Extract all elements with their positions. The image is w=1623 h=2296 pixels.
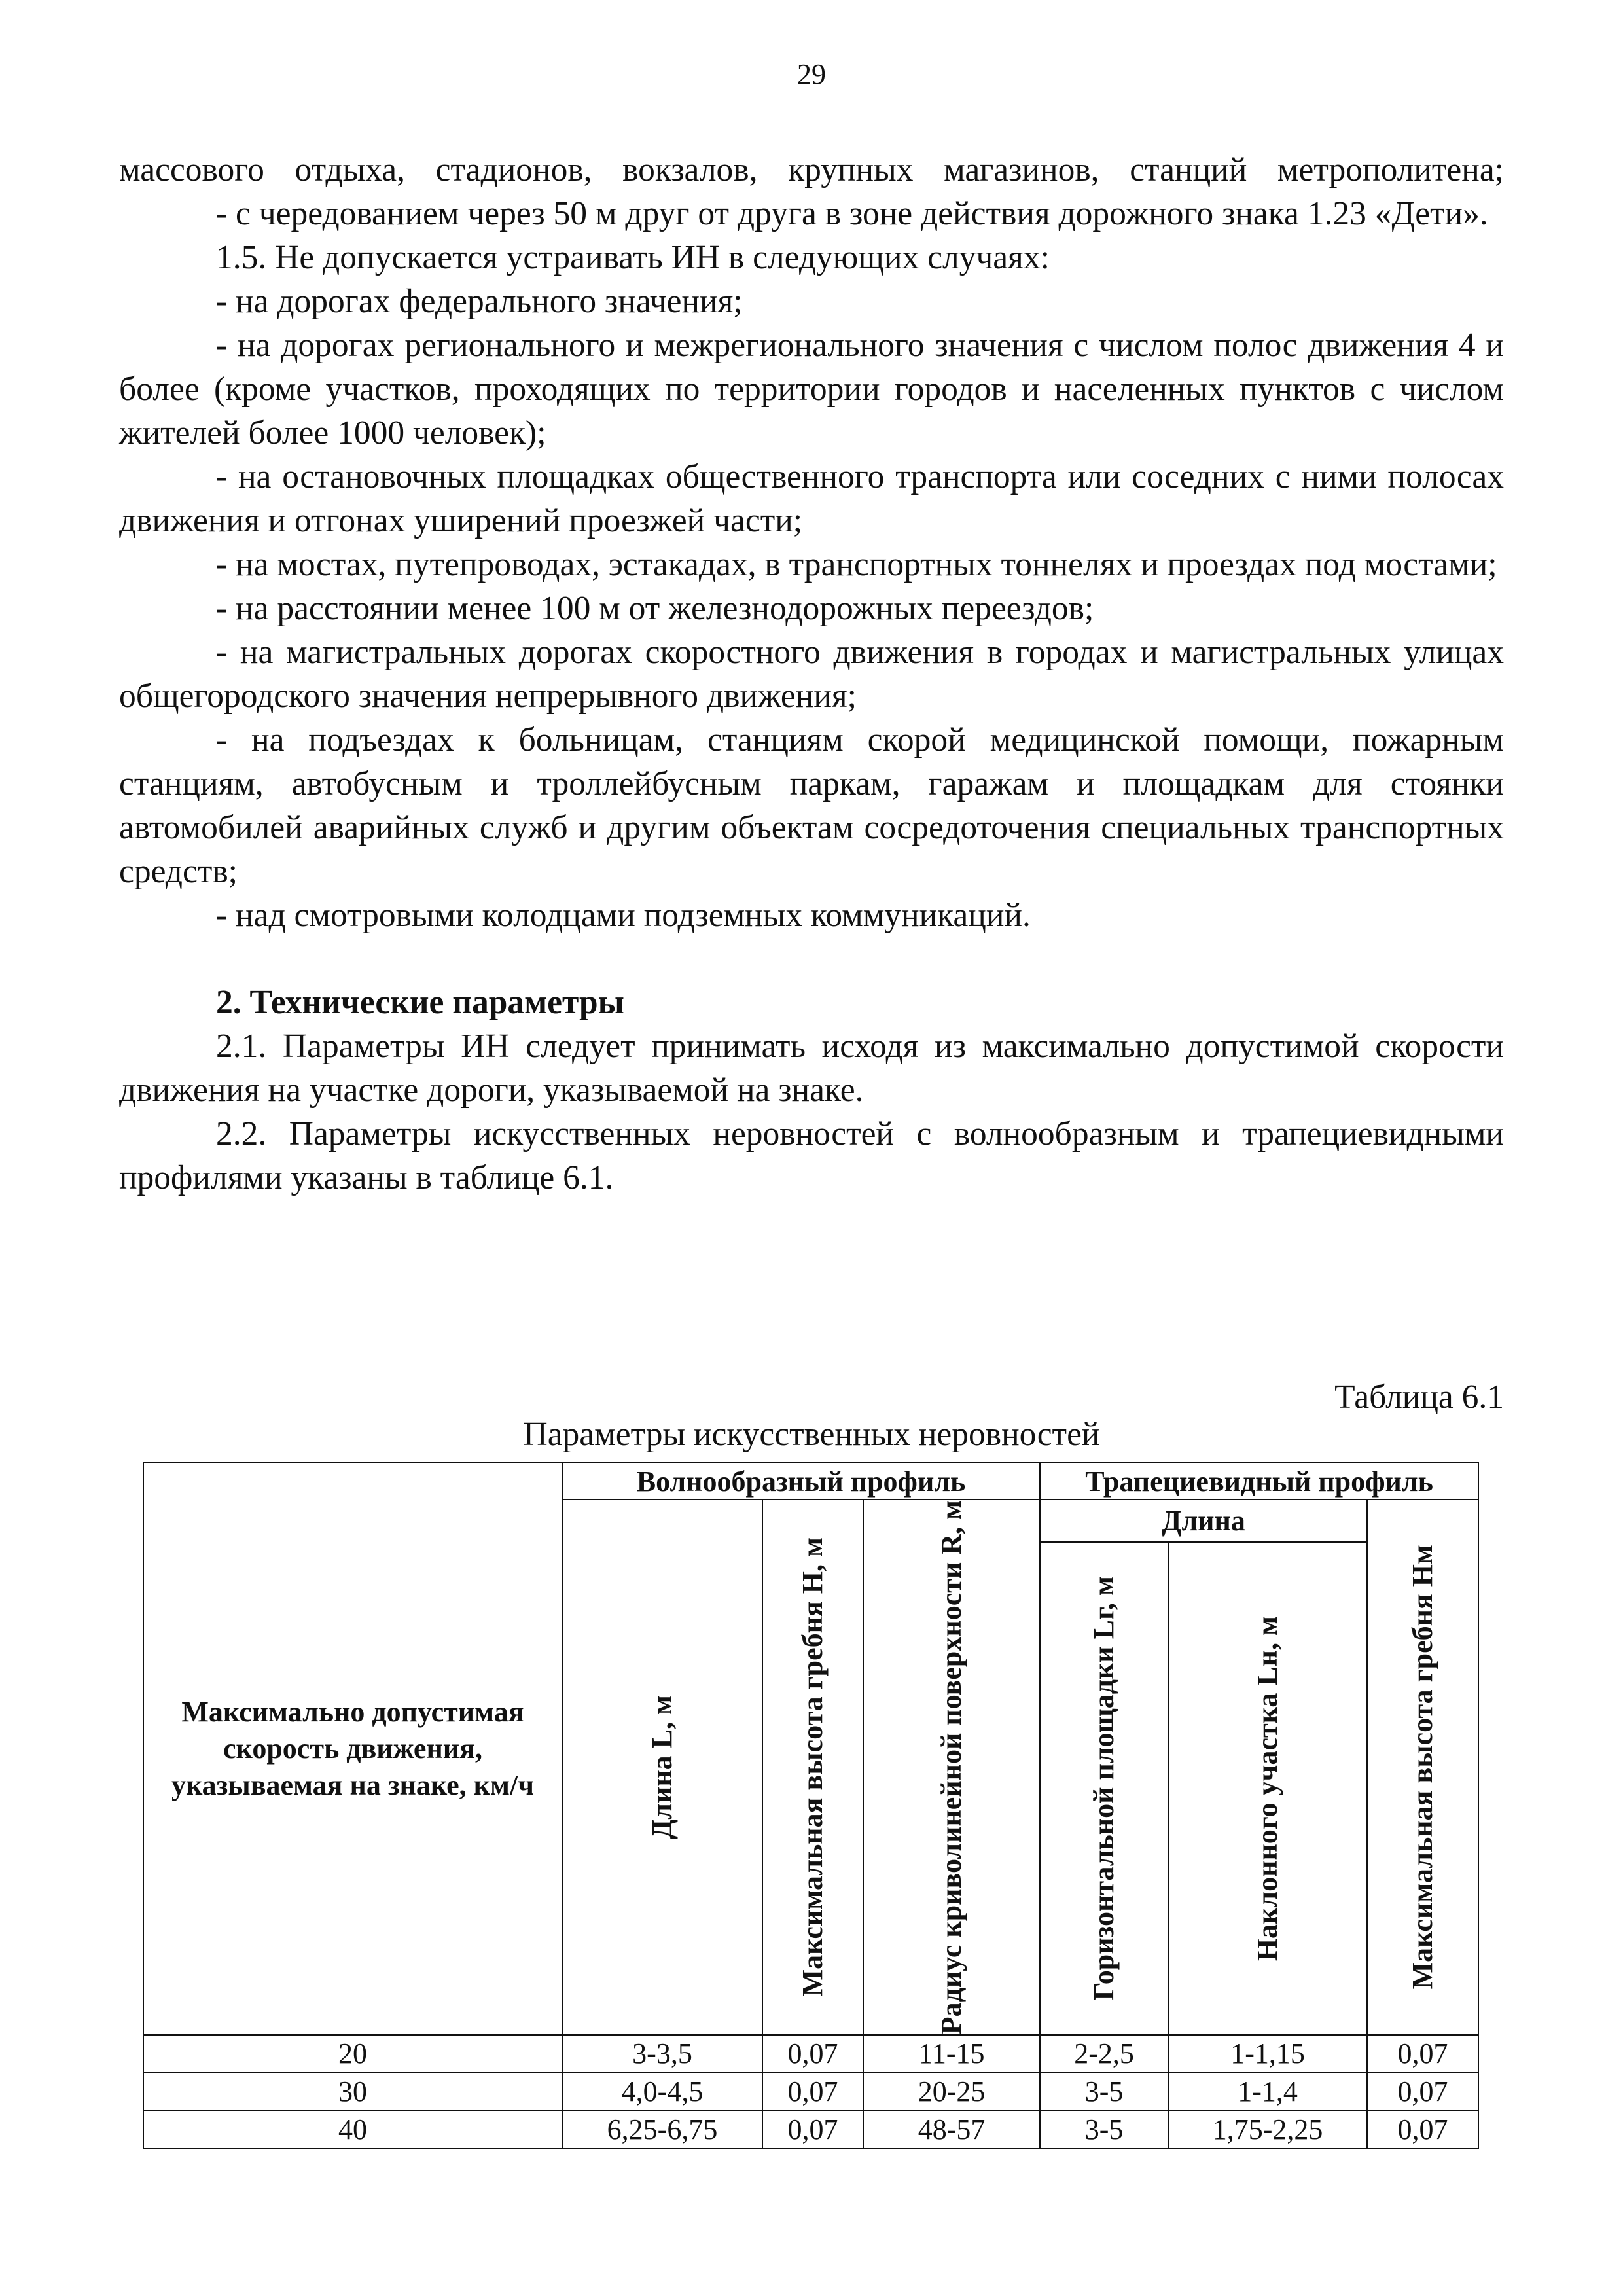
cell-trap-incline: 1,75-2,25 (1168, 2111, 1367, 2149)
paragraph-8: - на магистральных дорогах скоростного движения в городах и магистральных улицах общегородского значения непрерывного движения; (119, 634, 1504, 715)
header-trap-height (1367, 1499, 1478, 2035)
paragraph-5: - на остановочных площадках общественного транспорта или соседних с ними полосах движения и отгонах уширений проезжей части; (119, 458, 1504, 539)
paragraph-1: - с чередованием через 50 м друг от друга в зоне действия дорожного знака 1.23 «Дети». (216, 195, 1488, 232)
parameters-table (143, 1462, 1479, 2149)
cell-wave-length: 6,25-6,75 (562, 2111, 762, 2149)
table-row (143, 2111, 1478, 2149)
cell-trap-height: 0,07 (1367, 2111, 1478, 2149)
paragraph-4: - на дорогах регионального и межрегионального значения с числом полос движения 4 и более (кроме участков, проходящих по территории городов и населенных пунктов с числом жителей более 1000 человек); (119, 327, 1504, 452)
header-wave-length-text: Длина L, м (646, 1695, 678, 1840)
cell-speed: 20 (143, 2035, 562, 2073)
cell-wave-radius: 20-25 (863, 2073, 1040, 2111)
header-trap-incline-text: Наклонного участка Lн, м (1251, 1616, 1284, 1962)
cell-wave-length: 4,0-4,5 (562, 2073, 762, 2111)
paragraph-10: - над смотровыми колодцами подземных коммуникаций. (216, 897, 1031, 934)
section-paragraph-0: 2.1. Параметры ИН следует принимать исходя из максимально допустимой скорости движения на участке дороги, указываемой на знаке. (119, 1028, 1504, 1109)
table-row (143, 2035, 1478, 2073)
paragraph-3: - на дорогах федерального значения; (216, 283, 743, 320)
header-wave-height-text: Максимальная высота гребня H, м (796, 1537, 829, 1997)
cell-wave-length: 3-3,5 (562, 2035, 762, 2073)
table-row (143, 2073, 1478, 2111)
header-trap-height-text: Максимальная высота гребня Hм (1406, 1545, 1439, 1990)
cell-trap-horizontal: 2-2,5 (1040, 2035, 1168, 2073)
header-trap-group: Трапециевидный профиль (1040, 1463, 1478, 1499)
cell-wave-height: 0,07 (762, 2035, 863, 2073)
header-wave-group: Волнообразный профиль (562, 1463, 1040, 1499)
cell-trap-incline: 1-1,15 (1168, 2035, 1367, 2073)
paragraph-2: 1.5. Не допускается устраивать ИН в следующих случаях: (216, 239, 1050, 276)
page-number: 29 (797, 58, 826, 90)
header-speed: Максимально допустимая скорость движения, указываемая на знаке, км/ч (143, 1463, 562, 2035)
cell-speed: 40 (143, 2111, 562, 2149)
section-title: 2. Технические параметры (216, 984, 624, 1021)
header-wave-radius (863, 1499, 1040, 2035)
header-trap-horizontal (1040, 1542, 1168, 2035)
cell-trap-horizontal: 3-5 (1040, 2111, 1168, 2149)
cell-speed: 30 (143, 2073, 562, 2111)
header-length-group: Длина (1040, 1499, 1367, 1542)
cell-trap-incline: 1-1,4 (1168, 2073, 1367, 2111)
body-text (119, 148, 1504, 1200)
header-trap-incline (1168, 1542, 1367, 2035)
paragraph-9: - на подъездах к больницам, станциям скорой медицинской помощи, пожарным станциям, автобусным и троллейбусным паркам, гаражам и площадкам для стоянки автомобилей аварийных служб и другим объектам сосредоточения специальных транспортных средств; (119, 721, 1504, 890)
cell-wave-height: 0,07 (762, 2111, 863, 2149)
paragraph-6: - на мостах, путепроводах, эстакадах, в транспортных тоннелях и проездах под мостами; (216, 546, 1497, 583)
header-trap-horizontal-text: Горизонтальной площадки Lг, м (1088, 1576, 1120, 2001)
cell-trap-horizontal: 3-5 (1040, 2073, 1168, 2111)
header-wave-height (762, 1499, 863, 2035)
cell-wave-radius: 11-15 (863, 2035, 1040, 2073)
cell-wave-radius: 48-57 (863, 2111, 1040, 2149)
table-title: Параметры искусственных неровностей (523, 1416, 1100, 1453)
paragraph-7: - на расстоянии менее 100 м от железнодорожных переездов; (216, 590, 1094, 627)
cell-trap-height: 0,07 (1367, 2035, 1478, 2073)
header-wave-radius-text: Радиус криволинейной поверхности R, м (935, 1500, 968, 2035)
cell-wave-height: 0,07 (762, 2073, 863, 2111)
paragraph-0: массового отдыха, стадионов, вокзалов, крупных магазинов, станций метрополитена; (119, 151, 1504, 188)
table-label: Таблица 6.1 (1334, 1378, 1504, 1416)
cell-trap-height: 0,07 (1367, 2073, 1478, 2111)
section-paragraph-1: 2.2. Параметры искусственных неровностей с волнообразным и трапециевидными профилями указаны в таблице 6.1. (119, 1115, 1504, 1196)
header-wave-length (562, 1499, 762, 2035)
